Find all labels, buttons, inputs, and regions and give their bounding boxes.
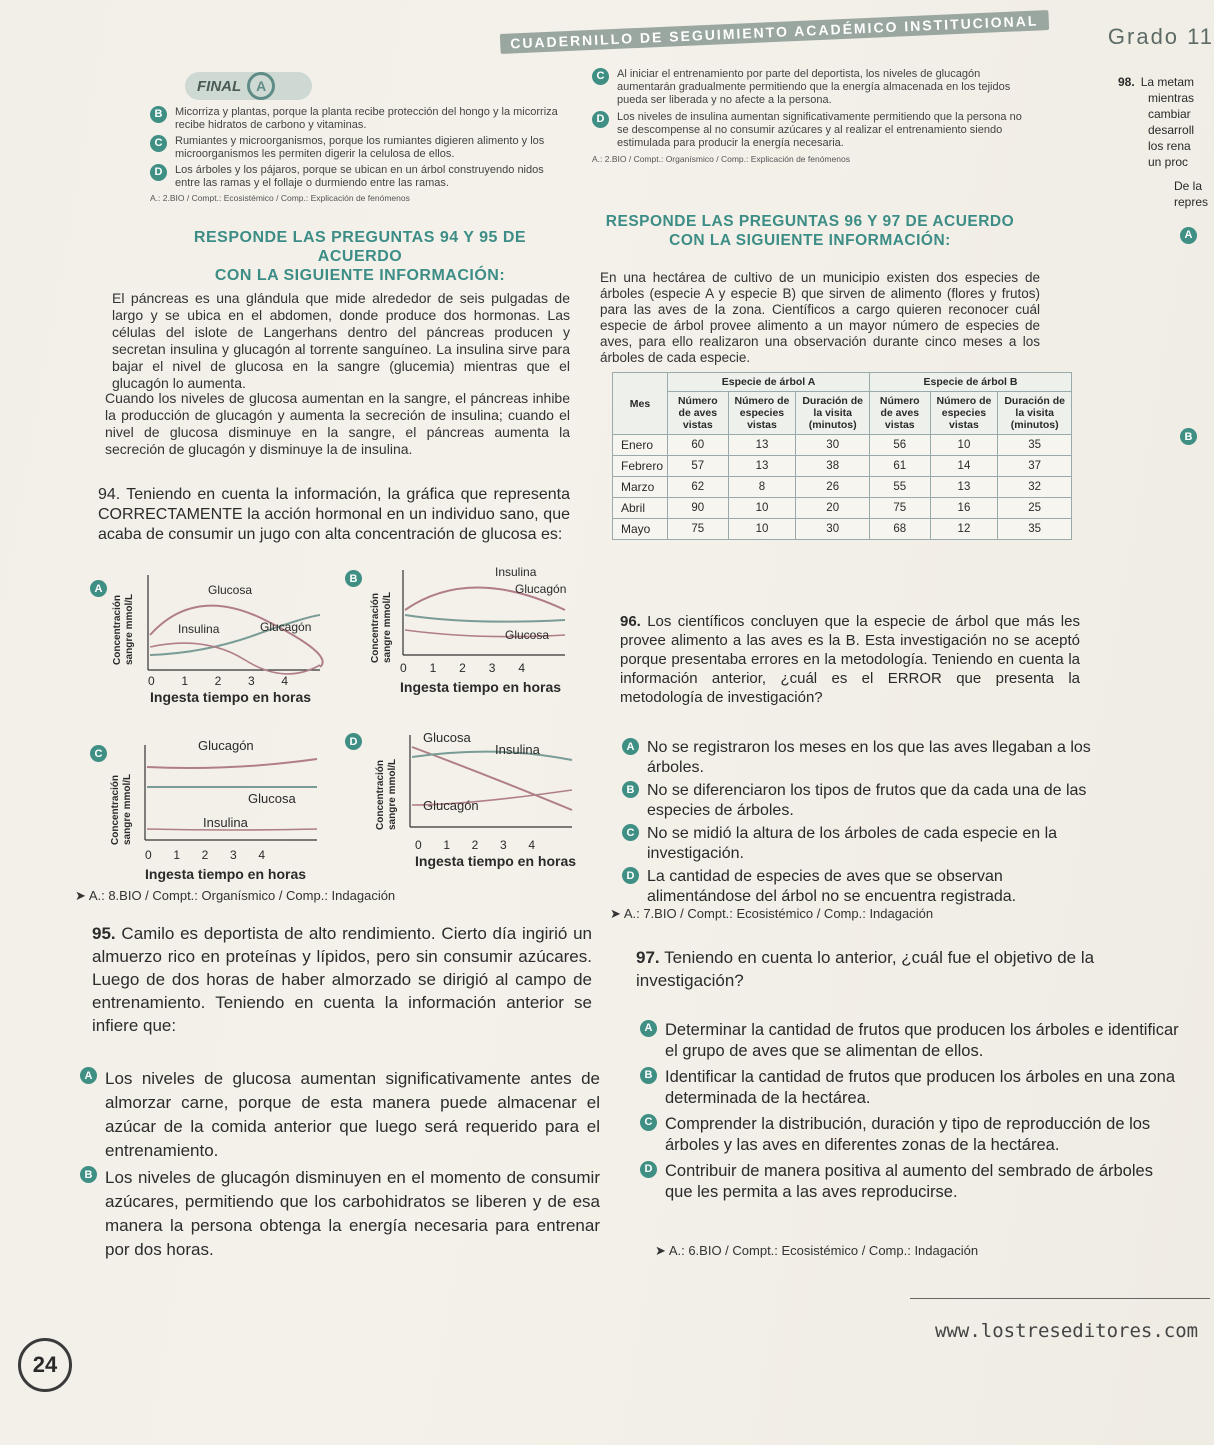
q95-option-b[interactable] (80, 1166, 600, 1262)
section-title-line: CON LA SIGUIENTE INFORMACIÓN: (669, 232, 951, 249)
graph-d-label-insulina: Insulina (495, 742, 540, 757)
graph-c-ylabel (110, 750, 136, 845)
q97-options (640, 1020, 1185, 1203)
option-badge: C (622, 824, 639, 841)
cell: 55 (870, 477, 931, 498)
option-badge: B (150, 106, 167, 123)
table-row (613, 498, 1072, 519)
ylabel-line: Concentración (370, 592, 381, 663)
tick: 0 (415, 838, 422, 852)
graph-b-label-glucagon: Glucagón (515, 582, 567, 596)
graph-d-svg (407, 735, 577, 833)
grade-label: Grado 11 (1107, 24, 1214, 49)
section-96-97-title (600, 212, 1020, 250)
cell: 8 (728, 477, 796, 498)
glucagon-curve (147, 759, 317, 768)
option-text: Determinar la cantidad de frutos que producen los árboles e identificar el grupo de aves que se alimentan de ellos. (665, 1021, 1179, 1060)
cell-mes: Enero (613, 435, 668, 456)
section-title-line: CON LA SIGUIENTE INFORMACIÓN: (214, 267, 506, 284)
prev-mid-opt-d (592, 111, 1022, 150)
option-text: Los niveles de glucosa aumentan significativamente antes de almorzar carne, porque de esta manera puede almacenar el azúcar de la comida anterior que luego será requerido para el entrenamiento. (105, 1069, 600, 1160)
footer-divider (910, 1298, 1210, 1299)
final-logo (185, 72, 312, 100)
ylabel-line: sangre mmol/L (124, 593, 135, 665)
q97-option-c[interactable] (640, 1114, 1185, 1156)
graph-b-ticks (400, 661, 525, 675)
cell: 25 (998, 498, 1072, 519)
tick: 0 (145, 848, 152, 862)
cell: 13 (728, 435, 796, 456)
cell: 13 (728, 456, 796, 477)
cell-mes: Febrero (613, 456, 668, 477)
page-number: 24 (18, 1338, 72, 1392)
cell: 20 (796, 498, 870, 519)
q97-option-a[interactable] (640, 1020, 1185, 1062)
option-text: Rumiantes y microorganismos, porque los rumiantes digieren alimento y los microorganismos les permiten digerir la celulosa de ellos. (175, 135, 545, 160)
graph-c-label-insulina: Insulina (203, 815, 248, 830)
graph-b-ylabel (370, 583, 396, 663)
q96-option-c[interactable] (622, 824, 1097, 864)
question-text: Teniendo en cuenta la información, la gráfica que representa CORRECTAMENTE la acción hormonal en un individuo sano, que acaba de consumir un jugo con alta concentración de glucosa es: (98, 486, 571, 543)
cell: 10 (930, 435, 998, 456)
option-badge: A (622, 738, 639, 755)
q98-line-6: De la (1174, 179, 1203, 193)
graph-d-xlabel: Ingesta tiempo en horas (415, 853, 577, 869)
q98-fragment (1118, 74, 1214, 445)
question-97 (636, 946, 1106, 992)
graph-d-label-glucagon: Glucagón (423, 798, 479, 813)
tick: 2 (214, 674, 222, 688)
glucosa-curve (150, 606, 323, 667)
option-badge: B (622, 781, 639, 798)
option-text: Comprender la distribución, duración y tipo de reproducción de los árboles y las aves en diferentes zonas de la hectárea. (665, 1115, 1151, 1154)
col-b-aves: Número de aves vistas (870, 392, 931, 435)
tick: 3 (229, 848, 237, 862)
graph-d (345, 730, 580, 880)
ylabel-line: Concentración (112, 594, 123, 665)
graph-d-ylabel (375, 735, 401, 830)
option-text: Micorriza y plantas, porque la planta recibe protección del hongo y la micorriza recibe hidratos de carbono y vitaminas. (175, 106, 558, 131)
graph-c-label-glucagon: Glucagón (198, 738, 254, 753)
q98-line-7: repres (1174, 195, 1209, 209)
group-header-a: Especie de árbol A (668, 373, 870, 392)
cell: 37 (998, 456, 1072, 477)
question-96 (620, 612, 1080, 707)
graph-a-ylabel (112, 585, 138, 665)
graph-a (90, 565, 330, 713)
col-mes: Mes (613, 373, 668, 435)
graph-c-ticks (145, 848, 265, 862)
option-badge: D (622, 867, 639, 884)
graph-b-xlabel: Ingesta tiempo en horas (400, 679, 562, 695)
option-badge: C (592, 68, 609, 85)
competency-text: A.: 8.BIO / Compt.: Organísmico / Comp.: Indagación (88, 888, 396, 903)
cell: 57 (668, 456, 729, 477)
tick: 4 (258, 848, 265, 862)
question-number: 94. (98, 486, 121, 503)
ylabel-line: Concentración (375, 759, 386, 830)
q96-options (622, 738, 1097, 907)
q97-option-d[interactable] (640, 1161, 1185, 1203)
cell: 30 (796, 519, 870, 540)
q95-option-a[interactable] (80, 1067, 600, 1163)
tick: 2 (459, 661, 466, 675)
prev-left-competency: A.: 2.BIO / Compt.: Ecosistémico / Comp.: Explicación de fenómenos (150, 193, 410, 203)
graph-a-label-insulina: Insulina (178, 622, 220, 636)
prev-left-opt-d (150, 164, 570, 190)
q98-line-5: un proc (1148, 155, 1189, 169)
cell: 38 (796, 456, 870, 477)
cell: 61 (870, 456, 931, 477)
tick: 2 (201, 848, 209, 862)
option-badge: A (80, 1067, 97, 1084)
q98-line-0: La metam (1140, 75, 1195, 89)
q98-line-2: cambiar (1148, 107, 1191, 121)
prev-left-opt-c (150, 135, 570, 161)
q97-option-b[interactable] (640, 1067, 1185, 1109)
chevron-right-icon: ➤ (610, 906, 621, 921)
option-badge: C (150, 135, 167, 152)
ylabel-line: Concentración (110, 774, 121, 845)
q98-number: 98. (1118, 75, 1135, 89)
question-number: 97. (636, 948, 660, 967)
option-badge: A (640, 1020, 657, 1037)
cell-mes: Mayo (613, 519, 668, 540)
prev-mid-opt-c (592, 68, 1022, 107)
question-95 (92, 922, 592, 1037)
option-badge: D (150, 164, 167, 181)
q96-competency (610, 906, 933, 922)
q97-competency (655, 1243, 978, 1259)
ylabel-line: sangre mmol/L (387, 758, 398, 830)
cell: 56 (870, 435, 931, 456)
competency-text: A.: 7.BIO / Compt.: Ecosistémico / Comp.: Indagación (623, 906, 934, 921)
col-a-duracion: Duración de la visita (minutos) (796, 392, 870, 435)
cell: 32 (998, 477, 1072, 498)
cell: 10 (728, 498, 796, 519)
cell: 35 (998, 435, 1072, 456)
cell: 75 (668, 519, 729, 540)
option-badge: D (592, 111, 609, 128)
cell: 14 (930, 456, 998, 477)
bird-observation-table-wrap (612, 372, 1072, 540)
graph-b (345, 565, 575, 713)
graph-c (90, 735, 330, 885)
q98-option-a-badge: A (1180, 227, 1197, 244)
q98-line-1: mientras (1148, 91, 1195, 105)
graph-b-label-insulina: Insulina (495, 565, 537, 579)
section-title-line: RESPONDE LAS PREGUNTAS 96 Y 97 DE ACUERDO (605, 213, 1015, 230)
graph-c-badge: C (90, 745, 107, 762)
pancreas-paragraph-2: Cuando los niveles de glucosa aumentan en la sangre, el páncreas inhibe la producción de glucagón y aumenta la secreción de insulina; cuando el nivel de glucosa disminuye en la sangre, el páncreas aumenta la secreción de glucagón y disminuye la de insulina. (105, 390, 570, 457)
ylabel-line: sangre mmol/L (382, 591, 393, 663)
prev-left-options (150, 106, 570, 203)
competency-text: A.: 6.BIO / Compt.: Ecosistémico / Comp.: Indagación (668, 1243, 979, 1258)
question-text: Teniendo en cuenta lo anterior, ¿cuál fue el objetivo de la investigación? (636, 948, 1095, 990)
option-text: No se diferenciaron los tipos de frutos que da cada una de las especies de árboles. (647, 782, 1087, 819)
col-a-especies: Número de especies vistas (728, 392, 796, 435)
section-94-95-title (150, 228, 570, 285)
tick: 4 (518, 661, 525, 675)
tick: 3 (488, 661, 496, 675)
cell: 16 (930, 498, 998, 519)
option-text: Contribuir de manera positiva al aumento del sembrado de árboles que les permita a las aves reproducirse. (665, 1162, 1153, 1201)
ylabel-line: sangre mmol/L (122, 773, 133, 845)
table-row (613, 456, 1072, 477)
header-banner: CUADERNILLO DE SEGUIMIENTO ACADÉMICO INSTITUCIONAL (500, 10, 1049, 54)
publisher-url[interactable]: www.lostreseditores.com (935, 1320, 1199, 1342)
bird-observation-table (612, 372, 1072, 540)
chevron-right-icon: ➤ (655, 1243, 666, 1258)
col-b-duracion: Duración de la visita (minutos) (998, 392, 1072, 435)
prev-mid-options (592, 68, 1022, 164)
cell: 60 (668, 435, 729, 456)
cell: 90 (668, 498, 729, 519)
option-text: La cantidad de especies de aves que se observan alimentándose del árbol no se encuentra registrada. (647, 868, 1017, 905)
option-badge: D (640, 1161, 657, 1178)
glucosa-curve (405, 615, 565, 622)
cell: 10 (728, 519, 796, 540)
option-text: Los niveles de glucagón disminuyen en el momento de consumir azúcares, permitiendo que los carbohidratos se liberen y de esa manera la persona obtenga la energía necesaria para entrenar por dos horas. (105, 1168, 600, 1259)
tick: 4 (528, 838, 535, 852)
graph-c-xlabel: Ingesta tiempo en horas (145, 866, 307, 882)
table-row (613, 519, 1072, 540)
q96-option-a[interactable] (622, 738, 1097, 778)
q96-option-b[interactable] (622, 781, 1097, 821)
q94-competency (75, 888, 395, 904)
graph-b-label-glucosa: Glucosa (505, 628, 550, 642)
option-badge: B (640, 1067, 657, 1084)
question-text: Los científicos concluyen que la especie de árbol que más les provee alimento a las aves es la B. Esta investigación no se aceptó porque presentaba errores en la metodología. Teniendo en cuenta la información anterior, ¿cuál es el ERROR que presenta la metodología de investigación? (620, 613, 1080, 706)
graph-a-label-glucagon: Glucagón (260, 620, 312, 634)
graph-c-label-glucosa: Glucosa (248, 791, 296, 806)
cell: 35 (998, 519, 1072, 540)
graph-d-label-glucosa: Glucosa (423, 730, 471, 745)
cell: 68 (870, 519, 931, 540)
logo-letter: A (247, 72, 275, 100)
graph-b-badge: B (345, 570, 362, 587)
q98-option-b-badge: B (1180, 428, 1197, 445)
option-text: Identificar la cantidad de frutos que producen los árboles en una zona determinada de la hectárea. (665, 1068, 1176, 1107)
tick: 0 (400, 661, 407, 675)
section-title-line: RESPONDE LAS PREGUNTAS 94 Y 95 DE ACUERDO (193, 229, 527, 265)
table-row (613, 477, 1072, 498)
tick: 0 (148, 674, 155, 688)
prev-left-opt-b (150, 106, 570, 132)
question-number: 95. (92, 924, 116, 943)
graph-a-label-glucosa: Glucosa (208, 583, 253, 597)
cell: 26 (796, 477, 870, 498)
graph-a-badge: A (90, 580, 107, 597)
prev-mid-competency: A.: 2.BIO / Compt.: Organísmico / Comp.: Explicación de fenómenos (592, 154, 850, 164)
question-94 (98, 485, 570, 545)
tick: 4 (281, 674, 288, 688)
cell: 13 (930, 477, 998, 498)
cell: 12 (930, 519, 998, 540)
pancreas-paragraph-1: El páncreas es una glándula que mide alrededor de seis pulgadas de largo y se ubica en el abdomen, donde produce dos hormonas. Las células del islote de Langerhans dentro del páncreas producen y secretan insulina y glucagón al torrente sanguíneo. La insulina sirve para bajar el nivel de glucosa en la sangre (glucemia) mientras que el glucagón lo aumenta. (112, 290, 570, 391)
cell: 30 (796, 435, 870, 456)
graph-a-ticks (148, 674, 288, 688)
q98-line-3: desarroll (1148, 123, 1195, 137)
cell: 62 (668, 477, 729, 498)
group-header-b: Especie de árbol B (870, 373, 1072, 392)
cell: 75 (870, 498, 931, 519)
question-number: 96. (620, 613, 641, 630)
cell-mes: Abril (613, 498, 668, 519)
tick: 2 (471, 838, 479, 852)
option-badge: C (640, 1114, 657, 1131)
option-text: No se midió la altura de los árboles de cada especie en la investigación. (647, 825, 1058, 862)
tick: 1 (181, 674, 189, 688)
graph-a-xlabel: Ingesta tiempo en horas (150, 689, 312, 705)
graph-d-badge: D (345, 733, 362, 750)
col-a-aves: Número de aves vistas (668, 392, 729, 435)
question-text: Camilo es deportista de alto rendimiento. Cierto día ingirió un almuerzo rico en proteínas y lípidos, pero sin consumir azúcares. Luego de dos horas de haber almorzado se dirigió al campo de entrenamiento. Teniendo en cuenta la información anterior se infiere que: (92, 924, 592, 1035)
cell-mes: Marzo (613, 477, 668, 498)
trees-paragraph: En una hectárea de cultivo de un municipio existen dos especies de árboles (especie A y especie B) que sirven de alimento (flores y frutos) para las aves de la zona. Científicos a cargo quieren reconocer cuál especie de árbol provee alimento a un mayor número de especies de aves, para ello realizaron una observación durante cinco meses a los árboles de cada especie. (600, 270, 1040, 365)
col-b-especies: Número de especies vistas (930, 392, 998, 435)
option-text: Los árboles y los pájaros, porque se ubican en un árbol construyendo nidos entre las ramas y el follaje o durmiendo entre las ramas. (175, 164, 544, 189)
tick: 3 (247, 674, 255, 688)
option-text: Los niveles de insulina aumentan significativamente permitiendo que la persona no se descompense al no consumir azúcares y al realizar el entrenamiento siendo estimulada para producir la energía necesaria. (617, 111, 1022, 149)
logo-text: FINAL (197, 77, 242, 95)
table-row (613, 435, 1072, 456)
tick: 1 (429, 661, 437, 675)
q98-line-4: los rena (1148, 139, 1191, 153)
glucagon-curve (150, 643, 320, 674)
option-text: No se registraron los meses en los que las aves llegaban a los árboles. (647, 739, 1091, 776)
q96-option-d[interactable] (622, 867, 1097, 907)
option-text: Al iniciar el entrenamiento por parte del deportista, los niveles de glucagón aumentarán gradualmente permitiendo que la energía almacenada en los tejidos pueda ser liberada y no afecte a la persona. (617, 68, 1011, 106)
tick: 3 (499, 838, 507, 852)
tick: 1 (173, 848, 181, 862)
option-badge: B (80, 1166, 97, 1183)
graph-d-ticks (415, 838, 535, 852)
tick: 1 (443, 838, 451, 852)
chevron-right-icon: ➤ (75, 888, 86, 903)
